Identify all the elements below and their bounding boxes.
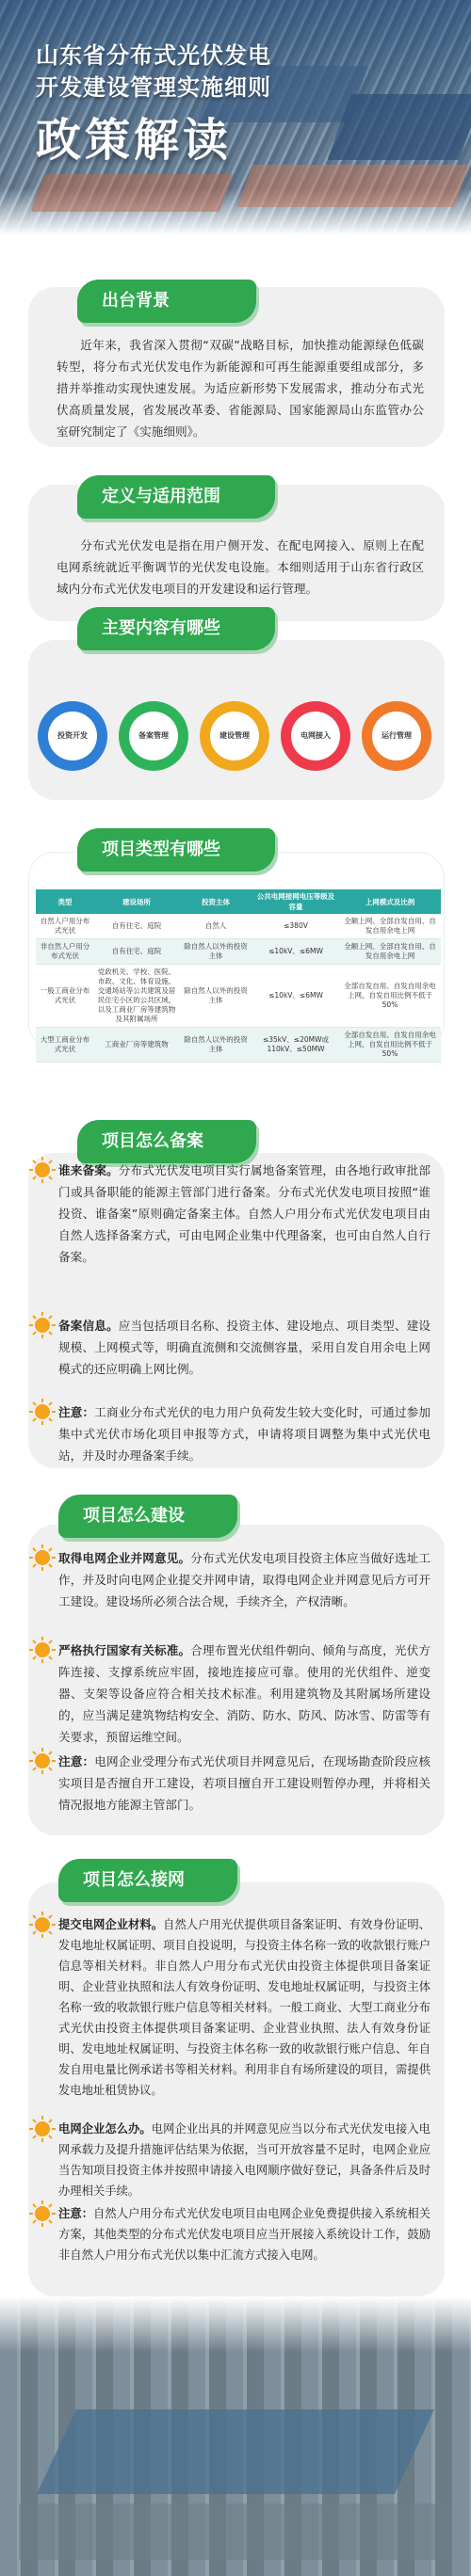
grid-icon — [281, 701, 350, 771]
table-cell: 党政机关、学校、医院、市政、文化、体育设施、交通场站等公共建筑及居民住宅小区的公共区域，以及工商业厂房等建筑物及其附属场所 — [94, 965, 179, 1028]
table-header: 建设场所 — [94, 889, 179, 914]
item-text: 分布式光伏发电项目实行属地备案管理，由各地行政审批部门或具备职能的能源主管部门进行备案。分布式光伏发电项目按照“谁投资、谁备案”原则确定备案主体。自然人户用分布式光伏发电项目由自然人选择备案方式，可由电网企业集中代理备案，也可由自然人自行备案。 — [58, 1163, 430, 1264]
table-cell: 大型工商业分布式光伏 — [36, 1028, 94, 1063]
construction-tag: 项目怎么建设 — [58, 1495, 237, 1538]
roof-image — [237, 165, 469, 207]
filing-item — [58, 1401, 430, 1466]
table-cell: 全额上网、全部自发自用、自发自用余电上网 — [339, 914, 441, 939]
buildings-image — [19, 2504, 452, 2560]
grid-item — [58, 1914, 430, 2101]
operation-icon — [362, 701, 431, 771]
table-header: 类型 — [36, 889, 94, 914]
background-text: 近年来，我省深入贯彻“双碳”战略目标，加快推动能源绿色低碳转型，将分布式光伏发电作为新能源和可再生能源重要组成部分，多措并举推动实现快速发展。为适应新形势下发展需求，推动分布式光伏高质量发展，省发展改革委、省能源局、国家能源局山东监管办公室研究制定了《实施细则》。 — [57, 338, 424, 439]
table-cell: 自然人 — [179, 914, 252, 939]
contents-icons — [38, 701, 433, 786]
table-cell: 除自然人以外的投资主体 — [179, 1028, 252, 1063]
table-cell: 除自然人以外的投资主体 — [179, 939, 252, 965]
item-head: 备案信息。 — [58, 1319, 119, 1333]
sun-icon — [28, 2115, 57, 2143]
item-head: 谁来备案。 — [58, 1163, 119, 1177]
table-cell: 自有住宅、庭院 — [94, 939, 179, 965]
table-cell: ≤10kV、≤6MW — [252, 965, 339, 1028]
contents-tag: 主要内容有哪些 — [77, 607, 275, 650]
filing-item — [58, 1160, 430, 1268]
item-text: 电网企业受理分布式光伏项目并网意见后，在现场勘查阶段应核实项目是否擅自开工建设，若项目擅自开工建设则暂停办理，并将相关情况报地方能源主管部门。 — [58, 1754, 431, 1812]
sun-icon — [28, 1398, 57, 1426]
types-table — [36, 889, 441, 1063]
hero-title — [36, 40, 271, 104]
hero-title-line2: 开发建设管理实施细则 — [36, 74, 271, 101]
grid-item — [58, 2119, 430, 2201]
solar-roof-image — [37, 2409, 434, 2494]
table-header: 公共电网接网电压等级及容量 — [252, 889, 339, 914]
hero-banner — [0, 0, 471, 235]
table-cell: ≤10kV、≤6MW — [252, 939, 339, 965]
table-row — [36, 1028, 441, 1063]
item-head: 注意： — [58, 2207, 94, 2220]
table-cell: 全额上网、全部自发自用、自发自用余电上网 — [339, 939, 441, 965]
construction-item — [58, 1751, 430, 1816]
item-text: 合理布置光伏组件朝向、倾角与高度，光伏方阵连接、支撑系统应牢固，接地连接应可靠。使用的光伏组件、逆变器、支架等设备应符合相关技术标准。利用建筑物及其附属场所建设的，应当满足建筑物结构安全、消防、防水、防风、防冰雪、防雷等有关要求，预留运维空间。 — [58, 1643, 431, 1744]
definition-text: 分布式光伏发电是指在用户侧开发、在配电网接入、原则上在配电网系统就近平衡调节的光伏发电设施。本细则适用于山东省行政区域内分布式光伏发电项目的开发建设和运行管理。 — [57, 538, 424, 596]
sun-icon — [28, 2200, 57, 2228]
sun-icon — [28, 1156, 57, 1184]
sun-icon — [28, 1311, 57, 1339]
table-cell: 自然人户用分布式光伏 — [36, 914, 94, 939]
table-cell: ≤380V — [252, 914, 339, 939]
item-head: 严格执行国家有关标准。 — [58, 1643, 191, 1657]
item-head: 取得电网企业并网意见。 — [58, 1551, 191, 1565]
types-tag: 项目类型有哪些 — [77, 828, 275, 872]
item-head: 电网企业怎么办。 — [58, 2122, 152, 2136]
table-cell: 工商业厂房等建筑物 — [94, 1028, 179, 1063]
contents-item-label: 电网接入 — [291, 712, 340, 760]
contents-item-label: 投资开发 — [48, 712, 97, 760]
filing-icon — [119, 701, 188, 771]
roof-image — [31, 174, 234, 212]
table-cell: 自有住宅、庭院 — [94, 914, 179, 939]
table-cell: 非自然人户用分布式光伏 — [36, 939, 94, 965]
item-text: 自然人户用光伏提供项目备案证明、有效身份证明、发电地址权属证明、项目自投说明，与投资主体名称一致的收款银行账户信息等相关材料。非自然人户用分布式光伏由投资主体提供项目备案证明、企业营业执照和法人有效身份证明、发电地址权属证明，与投资主体名称一致的收款银行账户信息等相关材料。一般工商业、大型工商业分布式光伏由投资主体提供项目备案证明、企业营业执照、法人有效身份证明、发电地址权属证明、与投资主体名称一致的收款银行账户信息、年自发自用电量比例承诺书等相关材料。利用非自有场所建设的项目，需提供发电地址租赁协议。 — [58, 1918, 430, 2097]
sun-icon — [28, 1911, 57, 1939]
table-header-row — [36, 889, 441, 914]
contents-item-label: 建设管理 — [210, 712, 259, 760]
table-cell: ≤35kV、≤20MW或110kV、≤50MW — [252, 1028, 339, 1063]
solar-factory-photo — [0, 2296, 471, 2576]
definition-tag: 定义与适用范围 — [77, 475, 275, 519]
item-text: 电网企业出具的并网意见应当以分布式光伏发电接入电网承载力及提升措施评估结果为依据，当可开放容量不足时，电网企业应当告知项目投资主体并按照申请接入电网顺序做好登记，具备条件后及时办理相关手续。 — [58, 2122, 430, 2198]
item-head: 注意： — [58, 1754, 95, 1768]
table-cell: 全部自发自用、自发自用余电上网，自发自用比例不低于50% — [339, 1028, 441, 1063]
item-text: 工商业分布式光伏的电力用户负荷发生较大变化时，可通过参加集中式光伏市场化项目申报等方式，申请将项目调整为集中式光伏电站，并及时办理备案手续。 — [58, 1405, 431, 1463]
table-row — [36, 914, 441, 939]
table-row — [36, 965, 441, 1028]
hero-big-title: 政策解读 — [36, 114, 233, 167]
contents-item-label: 备案管理 — [129, 712, 178, 760]
item-text: 分布式光伏发电项目投资主体应当做好选址工作，并及时向电网企业提交并网申请，取得电网企业并网意见后方可开工建设。建设场所必须合法合规，手续齐全，产权清晰。 — [58, 1551, 431, 1608]
item-head: 注意： — [58, 1405, 95, 1419]
filing-tag: 项目怎么备案 — [77, 1120, 256, 1163]
background-tag: 出台背景 — [77, 280, 256, 323]
construction-item — [58, 1640, 430, 1748]
filing-item — [58, 1315, 430, 1380]
construction-item — [58, 1547, 430, 1612]
item-text: 自然人户用分布式光伏发电项目由电网企业免费提供接入系统相关方案，其他类型的分布式光伏发电项目应当开展接入系统设计工作，鼓励非自然人户用分布式光伏以集中汇流方式接入电网。 — [58, 2207, 430, 2262]
table-header: 上网模式及比例 — [339, 889, 441, 914]
contents-item-label: 运行管理 — [372, 712, 421, 760]
grid-item — [58, 2203, 430, 2265]
table-cell: 一般工商业分布式光伏 — [36, 965, 94, 1028]
sun-icon — [28, 1747, 57, 1775]
solar-panel-image — [327, 94, 471, 160]
sun-icon — [28, 1636, 57, 1664]
item-text: 应当包括项目名称、投资主体、建设地点、项目类型、建设规模、上网模式等，明确直流侧和交流侧容量，采用自发自用余电上网模式的还应明确上网比例。 — [58, 1319, 430, 1376]
construction-icon — [200, 701, 269, 771]
item-head: 提交电网企业材料。 — [58, 1918, 164, 1931]
table-row — [36, 939, 441, 965]
table-header: 投资主体 — [179, 889, 252, 914]
table-cell: 全部自发自用、自发自用余电上网，自发自用比例不低于50% — [339, 965, 441, 1028]
table-cell: 除自然人以外的投资主体 — [179, 965, 252, 1028]
hero-title-line1: 山东省分布式光伏发电 — [36, 42, 271, 69]
invest-icon — [38, 701, 107, 771]
grid-tag: 项目怎么接网 — [58, 1859, 237, 1902]
sun-icon — [28, 1544, 57, 1572]
